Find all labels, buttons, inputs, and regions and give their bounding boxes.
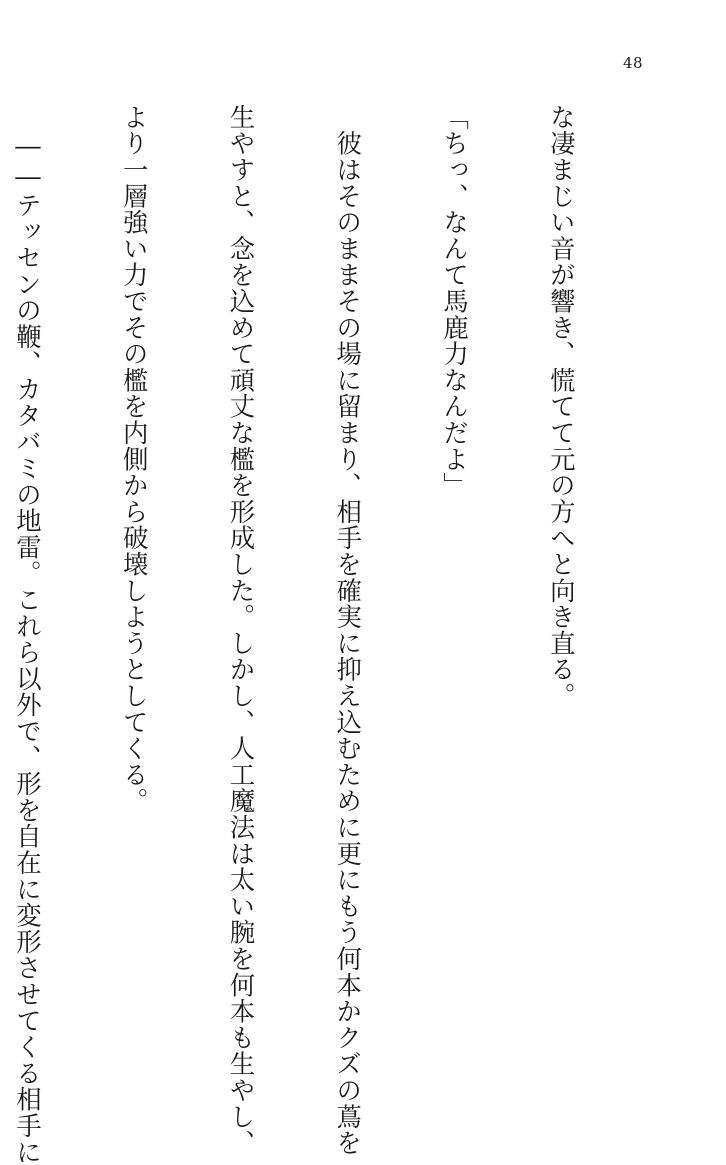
novel-text-block (0, 104, 650, 1165)
text-line: 「ちっ、なんて馬鹿力なんだよ」 (440, 104, 471, 499)
text-line: な凄まじい音が響き、慌てて元の方へと向き直る。 (546, 104, 577, 709)
page-number: 48 (623, 54, 644, 72)
text-line: 生やすと、念を込めて頑丈な檻を形成した。しかし、人工魔法は太い腕を何本も生やし、 (226, 104, 257, 1156)
text-line: ――テッセンの鞭、カタバミの地雷。これら以外で、形を自在に変形させてくる相手に (12, 104, 43, 1165)
text-line: 彼はそのままその場に留まり、相手を確実に抑え込むために更にもう何本かクズの蔦を (333, 104, 364, 1156)
text-line: より一層強い力でその檻を内側から破壊しようとしてくる。 (119, 104, 150, 815)
